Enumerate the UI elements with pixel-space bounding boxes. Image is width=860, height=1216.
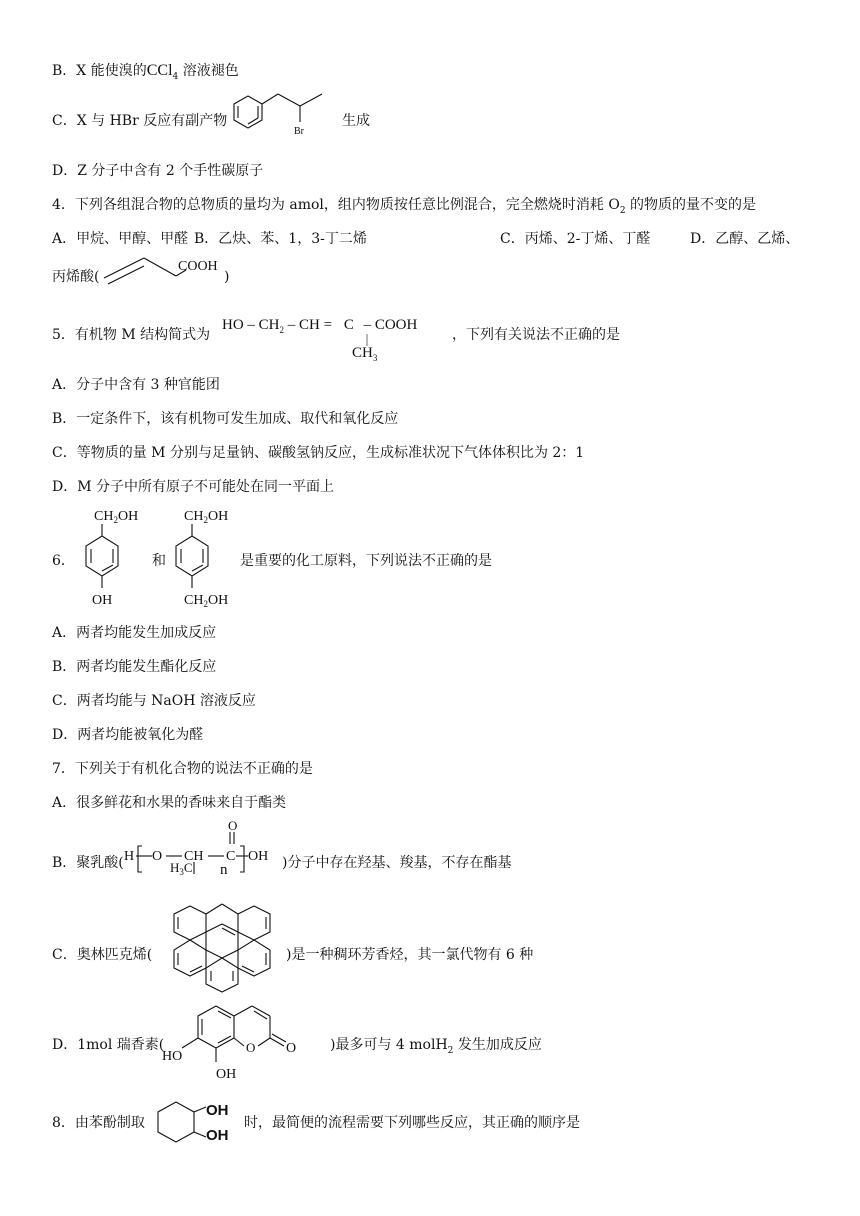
svg-text:C: C: [226, 849, 236, 864]
q5-formula: HO – $CH_2$ – CH = C – COOH: [222, 317, 418, 335]
polylactic-acid-structure: [124, 820, 294, 876]
svg-text:CH2OH: $CH_2OH$: [184, 593, 229, 609]
q5-stem-post: ，下列有关说法不正确的是: [452, 327, 620, 343]
q7-stem: 7．下列关于有机化合物的说法不正确的是: [52, 761, 313, 777]
q6-and: 和: [152, 553, 166, 569]
q3-option-d: D．Z 分子中含有 2 个手性碳原子: [52, 163, 264, 179]
q4-option-d-cont: 丙烯酸(: [52, 269, 100, 285]
q7-option-c-post: )是一种稠环芳香烃，其一氯代物有 6 种: [286, 947, 534, 963]
q7-option-b-pre: B．聚乳酸(: [52, 855, 124, 871]
svg-text:CH2OH: $CH_2OH$: [94, 509, 139, 525]
q5-stem-pre: 5．有机物 M 结构简式为: [52, 327, 211, 343]
svg-text:CH: CH: [184, 849, 204, 864]
q3-option-c: C．X 与 HBr 反应有副产物: [52, 113, 228, 129]
q6-option-d: D．两者均能被氧化为醛: [52, 727, 204, 743]
q7-option-d-post: )最多可与 4 molH$_2$ 发生加成反应: [330, 1037, 542, 1056]
svg-text:n: n: [220, 862, 228, 878]
q7-option-b-post: )分子中存在羟基、羧基，不存在酯基: [282, 855, 512, 871]
acrylic-acid-structure: [100, 254, 230, 294]
svg-text:O: O: [286, 1041, 297, 1056]
q4-option-d-close: ): [224, 269, 230, 285]
q5-option-a: A．分子中含有 3 种官能团: [52, 377, 220, 393]
q8-stem-pre: 8．由苯酚制取: [52, 1115, 145, 1131]
q6-stem: 是重要的化工原料，下列说法不正确的是: [240, 553, 492, 569]
benzene-dimethanol-structure: [168, 504, 248, 610]
q6-option-b: B．两者均能发生酯化反应: [52, 659, 217, 675]
svg-text:OH: OH: [248, 849, 269, 864]
svg-text:OH: OH: [92, 593, 113, 608]
svg-text:Br: Br: [294, 126, 304, 137]
benzyl-alcohol-phenol-structure: [78, 504, 158, 610]
q3-option-c-tail: 生成: [342, 113, 370, 129]
q3-option-b: B．X 能使溴的CCl$_4$ 溶液褪色: [52, 62, 239, 82]
q6-option-a: A．两者均能发生加成反应: [52, 625, 217, 641]
q4-option-c: C．丙烯、2-丁烯、丁醛: [500, 231, 651, 247]
svg-text:CH2OH: $CH_2OH$: [184, 509, 229, 525]
q7-option-c-pre: C．奥林匹克烯(: [52, 947, 153, 963]
svg-text:COOH: COOH: [178, 259, 218, 274]
q5-option-c: C．等物质的量 M 分别与足量钠、碳酸氢钠反应，生成标准状况下气体体积比为 2：1: [52, 445, 585, 461]
svg-text:O: O: [246, 1040, 256, 1055]
q4-option-a: A．甲烷、甲醇、甲醛: [52, 231, 189, 247]
daphnetin-structure: [160, 994, 328, 1082]
svg-text:H: H: [124, 849, 135, 864]
q7-option-a: A．很多鲜花和水果的香味来自于酯类: [52, 795, 287, 811]
q7-option-d-pre: D．1mol 瑞香素(: [52, 1037, 165, 1053]
svg-text:O: O: [228, 818, 238, 833]
q5-option-d: D．M 分子中所有原子不可能处在同一平面上: [52, 479, 335, 495]
svg-text:O: O: [152, 849, 163, 864]
svg-text:HO: HO: [162, 1049, 183, 1064]
svg-text:OH: OH: [206, 1102, 229, 1119]
q5-option-b: B．一定条件下，该有机物可发生加成、取代和氧化反应: [52, 411, 399, 427]
olympicene-structure: [156, 884, 288, 996]
q8-stem-post: 时，最简便的流程需要下列哪些反应，其正确的顺序是: [244, 1115, 580, 1131]
q5-methyl: $CH_3$: [352, 345, 378, 363]
cyclohexanediol-structure: [154, 1098, 244, 1148]
q4-stem: 4．下列各组混合物的总物质的量均为 amol，组内物质按任意比例混合，完全燃烧时消耗 $O_2$ 的物质的量不变的是: [52, 197, 756, 216]
q4-option-b: B．乙炔、苯、1，3-丁二烯: [194, 231, 367, 247]
svg-text:OH: OH: [206, 1127, 229, 1144]
bromo-propylbenzene-structure: [230, 88, 340, 144]
q6-number: 6．: [52, 553, 75, 569]
q4-option-d: D．乙醇、乙烯、: [690, 231, 800, 247]
q6-option-c: C．两者均能与 NaOH 溶液反应: [52, 693, 256, 709]
svg-text:H3C: $H_3C$: [170, 860, 193, 877]
svg-text:OH: OH: [216, 1067, 237, 1082]
